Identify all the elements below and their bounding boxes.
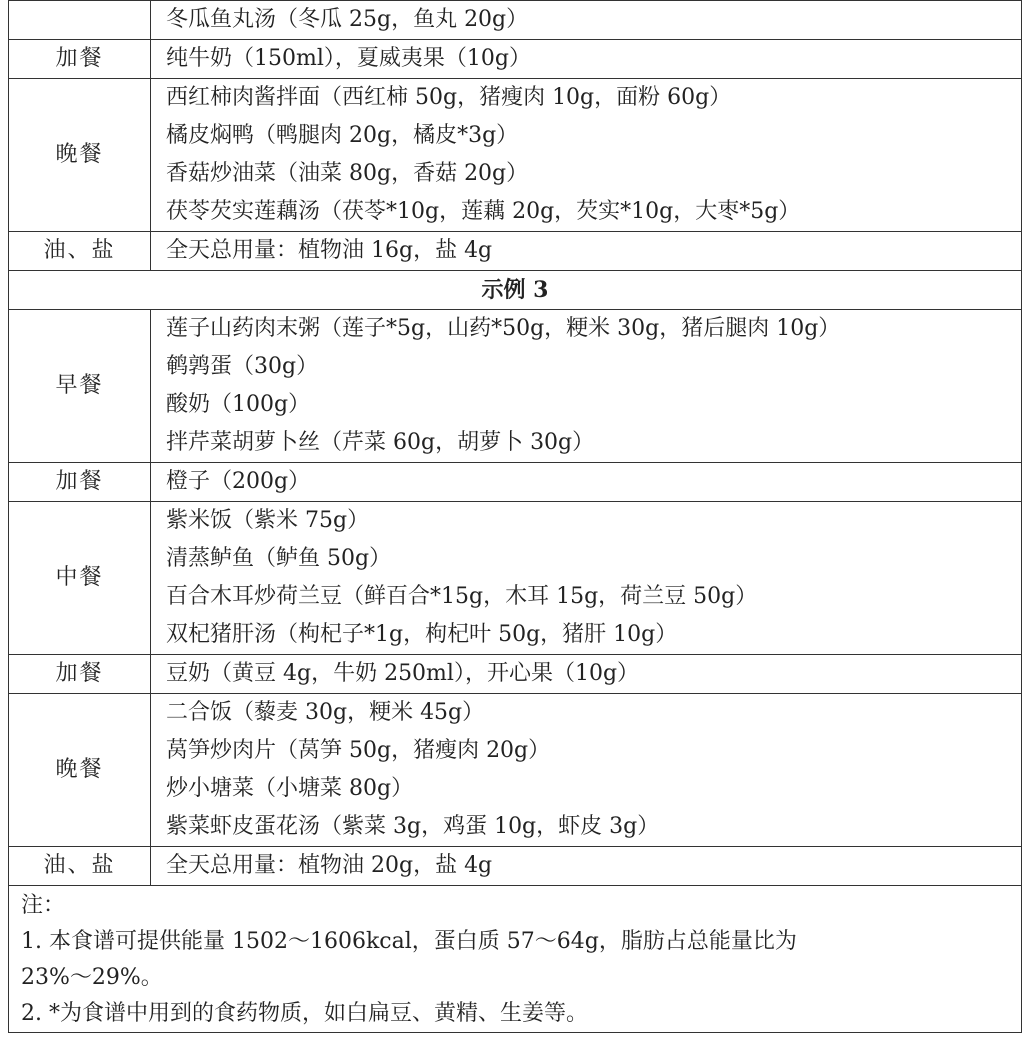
meal-name: 加餐 — [9, 463, 151, 502]
meal-name: 晚餐 — [9, 79, 151, 232]
dish-item: 炒小塘菜（小塘菜 80g） — [166, 776, 414, 801]
recipe-document — [8, 0, 1022, 1033]
dish-list — [151, 655, 1022, 694]
meal-row — [9, 79, 1022, 232]
meal-name: 油、盐 — [9, 847, 151, 886]
meal-row — [9, 310, 1022, 463]
recipe-table — [8, 0, 1022, 1033]
note-line: 23%～29%。 — [21, 965, 163, 990]
dish-list — [151, 847, 1022, 886]
dish-item: 双杞猪肝汤（枸杞子*1g，枸杞叶 50g，猪肝 10g） — [166, 622, 678, 647]
meal-row — [9, 502, 1022, 655]
dish-list — [151, 502, 1022, 655]
dish-item: 茯苓芡实莲藕汤（茯苓*10g，莲藕 20g，芡实*10g，大枣*5g） — [166, 199, 801, 224]
meal-row — [9, 463, 1022, 502]
dish-item: 酸奶（100g） — [166, 392, 311, 417]
dish-item: 清蒸鲈鱼（鲈鱼 50g） — [166, 546, 392, 571]
dish-item: 香菇炒油菜（油菜 80g，香菇 20g） — [166, 161, 529, 186]
dish-list — [151, 694, 1022, 847]
dish-list — [151, 463, 1022, 502]
dish-item: 全天总用量：植物油 20g，盐 4g — [166, 853, 493, 878]
meal-name: 加餐 — [9, 40, 151, 79]
meal-name: 中餐 — [9, 502, 151, 655]
meal-row — [9, 40, 1022, 79]
meal-row — [9, 655, 1022, 694]
dish-item: 鹌鹑蛋（30g） — [166, 354, 319, 379]
meal-name: 早餐 — [9, 310, 151, 463]
meal-name: 加餐 — [9, 655, 151, 694]
dish-item: 百合木耳炒荷兰豆（鲜百合*15g，木耳 15g，荷兰豆 50g） — [166, 584, 758, 609]
meal-name: 油、盐 — [9, 232, 151, 271]
note-line: 2. *为食谱中用到的食药物质，如白扁豆、黄精、生姜等。 — [21, 1001, 588, 1026]
dish-item: 紫米饭（紫米 75g） — [166, 508, 370, 533]
meal-name — [9, 1, 151, 40]
notes-row — [9, 886, 1022, 1033]
dish-list — [151, 310, 1022, 463]
dish-item: 冬瓜鱼丸汤（冬瓜 25g，鱼丸 20g） — [166, 7, 529, 32]
dish-item: 豆奶（黄豆 4g，牛奶 250ml），开心果（10g） — [166, 661, 640, 686]
dish-list — [151, 40, 1022, 79]
dish-list — [151, 232, 1022, 271]
recipe-table-body — [9, 1, 1022, 1033]
meal-row — [9, 232, 1022, 271]
dish-item: 莲子山药肉末粥（莲子*5g，山药*50g，粳米 30g，猪后腿肉 10g） — [166, 316, 841, 341]
dish-item: 橙子（200g） — [166, 469, 311, 494]
note-line: 1. 本食谱可提供能量 1502～1606kcal，蛋白质 57～64g，脂肪占总能量比为 — [21, 929, 797, 954]
section-header-row — [9, 271, 1022, 310]
notes — [9, 886, 1022, 1033]
meal-row — [9, 694, 1022, 847]
dish-item: 二合饭（藜麦 30g，粳米 45g） — [166, 700, 485, 725]
dish-list — [151, 79, 1022, 232]
meal-row — [9, 847, 1022, 886]
dish-item: 拌芹菜胡萝卜丝（芹菜 60g，胡萝卜 30g） — [166, 430, 595, 455]
section-title: 示例 3 — [9, 271, 1022, 310]
dish-item: 西红柿肉酱拌面（西红柿 50g，猪瘦肉 10g，面粉 60g） — [166, 85, 732, 110]
meal-row — [9, 1, 1022, 40]
dish-list — [151, 1, 1022, 40]
note-line: 注： — [21, 893, 66, 918]
meal-name: 晚餐 — [9, 694, 151, 847]
dish-item: 全天总用量：植物油 16g，盐 4g — [166, 238, 493, 263]
dish-item: 紫菜虾皮蛋花汤（紫菜 3g，鸡蛋 10g，虾皮 3g） — [166, 814, 660, 839]
dish-item: 橘皮焖鸭（鸭腿肉 20g，橘皮*3g） — [166, 123, 519, 148]
dish-item: 纯牛奶（150ml），夏威夷果（10g） — [166, 46, 531, 71]
dish-item: 莴笋炒肉片（莴笋 50g，猪瘦肉 20g） — [166, 738, 551, 763]
